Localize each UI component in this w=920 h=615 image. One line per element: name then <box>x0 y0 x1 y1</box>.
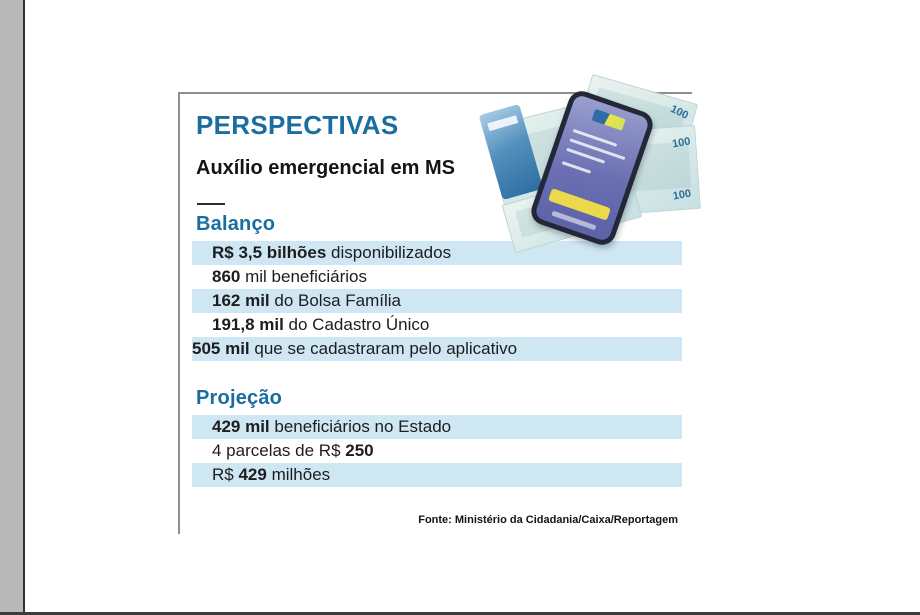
section-heading: Projeção <box>196 387 283 409</box>
stat-row <box>192 415 682 439</box>
title-divider-rule <box>197 203 225 205</box>
stat-label: 4 parcelas de R$ <box>212 441 346 460</box>
banknote-denomination: 100 <box>670 135 692 151</box>
caixa-app-logo-icon <box>592 109 626 131</box>
stat-label: mil beneficiários <box>240 267 367 286</box>
stat-label: do Cadastro Único <box>283 315 430 334</box>
stat-value: R$ 3,5 bilhões <box>212 243 327 262</box>
page-edge-rule <box>23 0 25 615</box>
stat-label: do Bolsa Família <box>269 291 401 310</box>
stat-label: disponibilizados <box>326 243 452 262</box>
stat-value: 250 <box>345 441 374 460</box>
source-credit: Fonte: Ministério da Cidadania/Caixa/Reportagem <box>418 514 678 526</box>
stat-label: que se cadastraram pelo aplicativo <box>249 339 518 358</box>
money-phone-illustration <box>490 92 702 242</box>
section-heading: Balanço <box>196 213 276 235</box>
stat-row <box>192 439 682 463</box>
banknote-denomination: 100 <box>668 102 690 122</box>
stat-row <box>192 241 682 265</box>
stat-value: 860 <box>212 267 241 286</box>
stat-row <box>192 337 682 361</box>
stat-label: beneficiários no Estado <box>269 417 452 436</box>
stat-value: 429 <box>238 465 267 484</box>
stat-label: milhões <box>266 465 331 484</box>
stat-value: 191,8 mil <box>212 315 284 334</box>
section-rows <box>180 241 692 361</box>
infographic-kicker: PERSPECTIVAS <box>196 110 399 140</box>
infographic-title: Auxílio emergencial em MS <box>196 157 455 179</box>
stat-value: 505 mil <box>192 339 250 358</box>
stat-sections <box>180 213 692 487</box>
stat-value: 162 mil <box>212 291 270 310</box>
app-text-line <box>562 161 591 174</box>
banknote-denomination: 100 <box>671 187 692 203</box>
app-text-line <box>569 138 625 160</box>
stat-value: 429 mil <box>212 417 270 436</box>
section-rows <box>180 415 692 487</box>
page-margin-strip <box>0 0 23 615</box>
stat-row <box>192 265 682 289</box>
bank-card-stripe <box>487 115 518 131</box>
stat-row <box>192 463 682 487</box>
stat-row <box>192 313 682 337</box>
stat-row <box>192 289 682 313</box>
stat-label: R$ <box>212 465 239 484</box>
